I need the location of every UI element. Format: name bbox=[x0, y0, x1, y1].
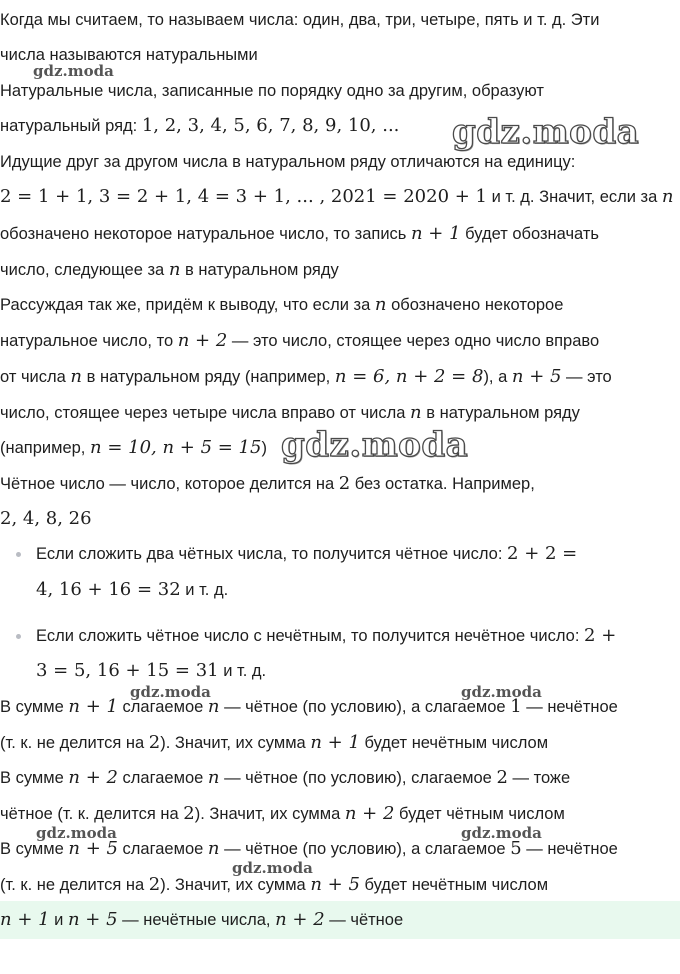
text: будет нечётным числом bbox=[364, 734, 549, 752]
text: будет чётным числом bbox=[399, 805, 565, 823]
paragraph-line bbox=[0, 330, 680, 352]
text: от числа bbox=[0, 368, 66, 386]
text: натуральное число, то bbox=[0, 332, 174, 350]
text: В сумме bbox=[0, 698, 64, 716]
text: и т. д. Значит, если за bbox=[491, 188, 658, 206]
text: — чётное (по условию), а слагаемое bbox=[224, 698, 506, 716]
paragraph-line bbox=[0, 696, 680, 718]
math-expression: n = 6, n + 2 = 8 bbox=[334, 366, 484, 387]
math-natural-series: 1, 2, 3, 4, 5, 6, 7, 8, 9, 10, ... bbox=[141, 115, 400, 136]
paragraph-line bbox=[0, 259, 680, 281]
text: — чётное bbox=[329, 911, 404, 929]
paragraph-line bbox=[0, 366, 680, 388]
watermark: gdz.moda bbox=[130, 683, 211, 701]
bullet-item bbox=[36, 625, 680, 647]
text: в натуральном ряду (например, bbox=[86, 368, 331, 386]
text: и т. д. bbox=[185, 581, 229, 599]
text: Рассуждая так же, придём к выводу, что если за bbox=[0, 296, 371, 314]
math-expression: n + 2 bbox=[275, 909, 325, 930]
math-variable: n bbox=[410, 402, 422, 423]
text: (т. к. не делится на bbox=[0, 734, 145, 752]
paragraph-line bbox=[0, 223, 680, 245]
answer-line bbox=[0, 909, 680, 931]
text: числа называются натуральными bbox=[0, 46, 258, 64]
text: — это число, стоящее через одно число вправо bbox=[231, 332, 600, 350]
math-expression: n + 2 bbox=[344, 803, 395, 824]
paragraph-line bbox=[0, 473, 680, 495]
math-expression: 4, 16 + 16 = 32 bbox=[36, 579, 181, 600]
math-variable: n bbox=[661, 186, 674, 207]
text: В сумме bbox=[0, 840, 64, 858]
paragraph-line bbox=[0, 874, 680, 896]
math-expression: n + 5 bbox=[68, 838, 118, 859]
math-number: 2 bbox=[338, 473, 351, 494]
text: натуральный ряд: bbox=[0, 117, 138, 135]
math-expression: n + 5 bbox=[511, 366, 562, 387]
watermark: gdz.moda bbox=[36, 824, 117, 842]
math-number: 2 bbox=[496, 767, 508, 788]
math-expression: n + 1 bbox=[310, 732, 360, 753]
text: — нечётное bbox=[526, 840, 618, 858]
text: (например, bbox=[0, 439, 86, 457]
math-expression: n + 5 bbox=[67, 909, 118, 930]
text: — чётное (по условию), а слагаемое bbox=[224, 840, 506, 858]
math-number: 2 bbox=[183, 803, 195, 824]
math-expression: n + 1 bbox=[0, 909, 50, 930]
text: Чётное число — число, которое делится на bbox=[0, 475, 335, 493]
text: будет обозначать bbox=[465, 225, 600, 243]
math-number: 5 bbox=[510, 838, 522, 859]
text: в натуральном ряду bbox=[426, 404, 580, 422]
text: и bbox=[54, 911, 64, 929]
text: Если сложить два чётных числа, то получится чётное число: bbox=[36, 545, 503, 563]
watermark: gdz.moda bbox=[33, 62, 114, 80]
math-variable: n bbox=[207, 696, 220, 717]
text: ), а bbox=[483, 368, 508, 386]
math-expression: 2 + 2 = bbox=[507, 543, 578, 564]
text: Идущие друг за другом числа в натуральном ряду отличаются на единицу: bbox=[0, 153, 576, 171]
watermark: gdz.moda bbox=[461, 824, 542, 842]
text: ). Значит, их сумма bbox=[160, 876, 306, 894]
bullet-marker bbox=[16, 552, 21, 557]
watermark: gdz.moda bbox=[461, 683, 542, 701]
text: без остатка. Например, bbox=[354, 475, 535, 493]
text: Когда мы считаем, то называем числа: один, два, три, четыре, пять и т. д. Эти bbox=[0, 11, 600, 29]
math-expression: n + 5 bbox=[310, 874, 360, 895]
text: слагаемое bbox=[122, 840, 204, 858]
bullet-item-continued bbox=[36, 579, 680, 601]
text: слагаемое bbox=[122, 769, 204, 787]
paragraph-line bbox=[0, 803, 680, 825]
bullet-marker bbox=[16, 634, 21, 639]
math-expression: 2, 4, 8, 26 bbox=[0, 508, 92, 529]
text: В сумме bbox=[0, 769, 64, 787]
math-number: 2 bbox=[148, 874, 161, 895]
bullet-item bbox=[36, 543, 680, 565]
text: Натуральные числа, записанные по порядку одно за другим, образуют bbox=[0, 82, 544, 100]
math-variable: n bbox=[168, 259, 181, 280]
watermark: gdz.moda bbox=[452, 112, 640, 152]
text: ). Значит, их сумма bbox=[160, 734, 306, 752]
text: и т. д. bbox=[223, 662, 267, 680]
paragraph-line bbox=[0, 294, 680, 316]
text: в натуральном ряду bbox=[185, 261, 339, 279]
watermark: gdz.moda bbox=[232, 859, 313, 877]
text: — это bbox=[566, 368, 612, 386]
math-expression: n + 2 bbox=[177, 330, 228, 351]
text: число, стоящее через четыре числа вправо от числа bbox=[0, 404, 406, 422]
text: Если сложить чётное число с нечётным, то получится нечётное число: bbox=[36, 627, 580, 645]
math-variable: n bbox=[374, 294, 387, 315]
math-variable: n bbox=[70, 366, 83, 387]
math-expression: n + 1 bbox=[410, 223, 461, 244]
text: — нечётные числа, bbox=[122, 911, 271, 929]
math-expression: n = 10, n + 5 = 15 bbox=[90, 437, 262, 458]
text: (т. к. не делится на bbox=[0, 876, 145, 894]
text: обозначено некоторое натуральное число, то запись bbox=[0, 225, 407, 243]
math-expression: n + 2 bbox=[68, 767, 118, 788]
paragraph-line bbox=[0, 80, 680, 102]
paragraph-line bbox=[0, 151, 680, 173]
math-variable: n bbox=[207, 838, 220, 859]
text: слагаемое bbox=[122, 698, 204, 716]
text: будет нечётным числом bbox=[364, 876, 549, 894]
text: — тоже bbox=[512, 769, 571, 787]
bullet-item-continued bbox=[36, 660, 680, 682]
paragraph-line bbox=[0, 186, 680, 208]
paragraph-line bbox=[0, 767, 680, 789]
answer-block bbox=[0, 901, 680, 939]
paragraph-line bbox=[0, 9, 680, 31]
text: чётное (т. к. делится на bbox=[0, 805, 179, 823]
even-examples-line bbox=[0, 508, 680, 530]
text: ) bbox=[261, 439, 267, 457]
math-number: 2 bbox=[148, 732, 161, 753]
paragraph-line bbox=[0, 732, 680, 754]
math-number: 1 bbox=[510, 696, 522, 717]
text: — чётное (по условию), слагаемое bbox=[224, 769, 492, 787]
math-variable: n bbox=[207, 767, 220, 788]
text: ). Значит, их сумма bbox=[194, 805, 341, 823]
text: обозначено некоторое bbox=[391, 296, 564, 314]
math-expression: 3 = 5, 16 + 15 = 31 bbox=[36, 660, 219, 681]
text: число, следующее за bbox=[0, 261, 165, 279]
math-expression: n + 1 bbox=[68, 696, 118, 717]
math-expression: 2 = 1 + 1, 3 = 2 + 1, 4 = 3 + 1, ... , 2021 = 2020 + 1 bbox=[0, 186, 488, 207]
paragraph-line bbox=[0, 402, 680, 424]
text: — нечётное bbox=[526, 698, 618, 716]
math-expression: 2 + bbox=[584, 625, 617, 646]
watermark: gdz.moda bbox=[281, 425, 469, 465]
